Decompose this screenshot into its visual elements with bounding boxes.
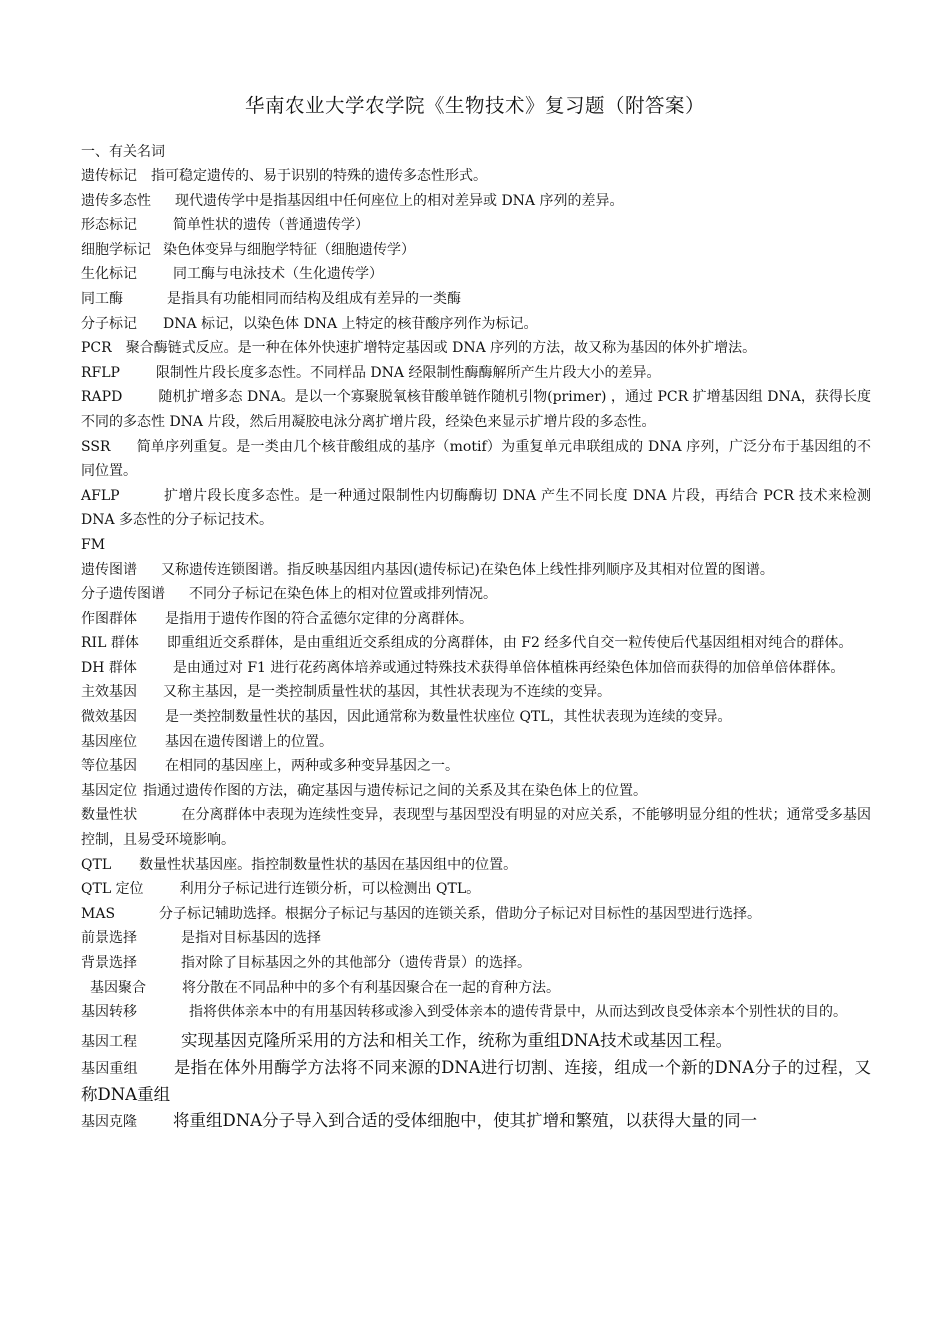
glossary-term: 基因重组 (81, 1060, 138, 1077)
glossary-entry (81, 976, 871, 1001)
glossary-entry (81, 951, 871, 976)
glossary-definition: 扩增片段长度多态性。是一种通过限制性内切酶酶切 DNA 产生不同长度 DNA 片段，再结合 PCR 技术来检测 DNA 多态性的分子标记技术。 (81, 487, 871, 529)
glossary-entry (81, 1028, 871, 1055)
glossary-term: 基因克隆 (81, 1113, 137, 1130)
glossary-entry (81, 607, 871, 632)
glossary-term: 基因座位 (81, 733, 137, 750)
glossary-definition: 现代遗传学中是指基因组中任何座位上的相对差异或 DNA 序列的差异。 (175, 192, 624, 209)
glossary-term: QTL (81, 856, 112, 873)
glossary-definition: 是指在体外用酶学方法将不同来源的DNA进行切割、连接，组成一个新的DNA分子的过程，又称DNA重组 (81, 1057, 871, 1104)
glossary-definition: 又称遗传连锁图谱。指反映基因组内基因(遗传标记)在染色体上线性排列顺序及其相对位置的图谱。 (161, 561, 774, 578)
glossary-entry (81, 238, 871, 263)
glossary-list (81, 164, 871, 1135)
glossary-definition: 指将供体亲本中的有用基因转移或渗入到受体亲本的遗传背景中，从而达到改良受体亲本个别性状的目的。 (189, 1004, 847, 1021)
glossary-definition: 数量性状基因座。指控制数量性状的基因在基因组中的位置。 (139, 856, 518, 873)
glossary-entry (81, 656, 871, 681)
glossary-entry (81, 336, 871, 361)
glossary-definition: 即重组近交系群体，是由重组近交系组成的分离群体，由 F2 经多代自交一粒传使后代基因组相对纯合的群体。 (166, 635, 853, 652)
glossary-entry (81, 1055, 871, 1108)
glossary-term: 细胞学标记 (81, 241, 151, 258)
glossary-entry (81, 213, 871, 238)
glossary-entry (81, 680, 871, 705)
glossary-definition: 不同分子标记在染色体上的相对位置或排列情况。 (189, 586, 497, 603)
glossary-term: DH 群体 (81, 659, 137, 676)
glossary-entry (81, 730, 871, 755)
glossary-term: 遗传多态性 (81, 192, 151, 209)
glossary-entry (81, 262, 871, 287)
glossary-definition: 指可稳定遗传的、易于识别的特殊的遗传多态性形式。 (151, 168, 487, 184)
glossary-term: RFLP (81, 364, 120, 381)
glossary-entry (81, 902, 871, 927)
glossary-definition: 将重组DNA分子导入到合适的受体细胞中，使其扩增和繁殖，以获得大量的同一 (173, 1110, 758, 1130)
glossary-term: SSR (81, 438, 111, 455)
glossary-term: 基因定位 (81, 782, 137, 799)
glossary-entry (81, 312, 871, 337)
section-heading: 一、有关名词 (81, 144, 165, 160)
glossary-term: 基因聚合 (90, 979, 146, 996)
glossary-term: 数量性状 (81, 807, 138, 824)
glossary-definition: 简单序列重复。是一类由几个核苷酸组成的基序（motif）为重复单元串联组成的 DNA 序列，广泛分布于基因组的不同位置。 (81, 438, 871, 480)
document-title: 华南农业大学农学院《生物技术》复习题（附答案） (244, 94, 705, 117)
glossary-entry (81, 533, 871, 558)
glossary-entry (81, 779, 871, 804)
glossary-definition: 实现基因克隆所采用的方法和相关工作，统称为重组DNA技术或基因工程。 (181, 1030, 733, 1050)
glossary-definition: 同工酶与电泳技术（生化遗传学） (173, 266, 383, 283)
glossary-entry (81, 631, 871, 656)
glossary-term: 基因工程 (81, 1033, 137, 1050)
glossary-term: 前景选择 (81, 930, 137, 947)
glossary-term: 遗传标记 (81, 168, 137, 184)
glossary-entry (81, 877, 871, 902)
glossary-term: RIL 群体 (81, 635, 139, 652)
glossary-entry (81, 853, 871, 878)
glossary-entry (81, 1000, 871, 1025)
glossary-term: 等位基因 (81, 758, 137, 775)
glossary-definition: 聚合酶链式反应。是一种在体外快速扩增特定基因或 DNA 序列的方法，故又称为基因的体外扩增法。 (125, 340, 757, 357)
glossary-definition: DNA 标记，以染色体 DNA 上特定的核苷酸序列作为标记。 (163, 315, 538, 332)
glossary-definition: 是指用于遗传作图的符合孟德尔定律的分离群体。 (165, 610, 473, 627)
glossary-term: 形态标记 (81, 217, 137, 234)
glossary-entry (81, 164, 871, 189)
glossary-term: 同工酶 (81, 290, 123, 307)
glossary-term: RAPD (81, 389, 123, 406)
glossary-term: 微效基因 (81, 709, 137, 726)
glossary-definition: 是指具有功能相同而结构及组成有差异的一类酶 (167, 290, 461, 307)
glossary-term: 作图群体 (81, 610, 137, 627)
glossary-entry (81, 189, 871, 214)
glossary-term: 主效基因 (81, 684, 137, 701)
glossary-entry (81, 287, 871, 312)
glossary-term: 基因转移 (81, 1004, 137, 1021)
glossary-entry (81, 705, 871, 730)
glossary-entry (81, 361, 871, 386)
glossary-term: 背景选择 (81, 955, 137, 971)
glossary-definition: 在分离群体中表现为连续性变异，表现型与基因型没有明显的对应关系，不能够明显分组的性状；通常受多基因控制，且易受环境影响。 (81, 807, 872, 849)
glossary-term: QTL 定位 (81, 881, 144, 898)
glossary-term: AFLP (81, 487, 120, 504)
glossary-definition: 分子标记辅助选择。根据分子标记与基因的连锁关系，借助分子标记对目标性的基因型进行选择。 (159, 905, 762, 922)
glossary-definition: 将分散在不同品种中的多个有利基因聚合在一起的育种方法。 (182, 979, 560, 996)
glossary-definition: 限制性片段长度多态性。不同样品 DNA 经限制性酶酶解所产生片段大小的差异。 (155, 364, 661, 381)
glossary-term: FM (81, 536, 106, 553)
glossary-definition: 在相同的基因座上，两种或多种变异基因之一。 (165, 758, 459, 775)
glossary-entry (81, 385, 871, 434)
glossary-definition: 是一类控制数量性状的基因，因此通常称为数量性状座位 QTL，其性状表现为连续的变异。 (165, 709, 732, 726)
glossary-entry (81, 803, 871, 852)
glossary-definition: 指对除了目标基因之外的其他部分（遗传背景）的选择。 (181, 955, 531, 971)
glossary-definition: 指通过遗传作图的方法，确定基因与遗传标记之间的关系及其在染色体上的位置。 (143, 782, 647, 799)
glossary-term: 遗传图谱 (81, 561, 137, 578)
glossary-definition: 是由通过对 F1 进行花药离体培养或通过特殊技术获得单倍体植株再经染色体加倍而获得的加倍单倍体群体。 (172, 659, 845, 676)
glossary-definition: 又称主基因，是一类控制质量性状的基因，其性状表现为不连续的变异。 (163, 684, 611, 701)
glossary-definition: 利用分子标记进行连锁分析，可以检测出 QTL。 (179, 881, 481, 898)
glossary-definition: 简单性状的遗传（普通遗传学） (173, 217, 369, 234)
glossary-entry (81, 582, 871, 607)
glossary-term: 生化标记 (81, 266, 137, 283)
glossary-definition: 是指对目标基因的选择 (181, 930, 321, 947)
glossary-term: MAS (81, 905, 116, 922)
glossary-entry (81, 926, 871, 951)
glossary-entry (81, 754, 871, 779)
glossary-entry (81, 484, 871, 533)
glossary-entry (81, 1108, 871, 1135)
glossary-term: 分子遗传图谱 (81, 586, 165, 603)
glossary-term: PCR (81, 340, 112, 357)
glossary-entry (81, 435, 871, 484)
glossary-definition: 随机扩增多态 DNA。是以一个寡聚脱氧核苷酸单链作随机引物(primer) ，通过 PCR 扩增基因组 DNA，获得长度不同的多态性 DNA 片段，然后用凝胶电泳分离扩增片段，经染色来显示扩增片段的多态性。 (81, 389, 871, 430)
glossary-term: 分子标记 (81, 315, 137, 332)
glossary-definition: 染色体变异与细胞学特征（细胞遗传学） (163, 241, 415, 258)
glossary-entry (81, 558, 871, 583)
glossary-definition: 基因在遗传图谱上的位置。 (165, 733, 333, 750)
